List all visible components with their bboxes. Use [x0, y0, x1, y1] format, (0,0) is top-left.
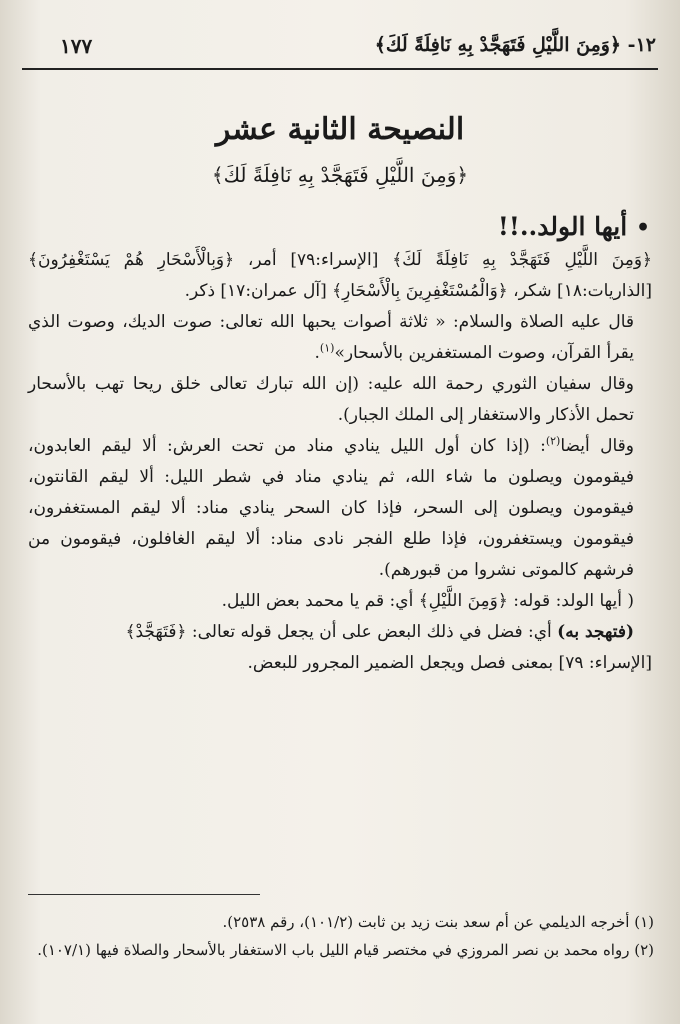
footnote-2: (٢) رواه محمد بن نصر المروزي في مختصر قيام الليل باب الاستغفار بالأسحار والصلاة فيها (١٠٧/١).	[37, 941, 654, 959]
footnote-divider	[28, 894, 260, 895]
paragraph-hadith: قال عليه الصلاة والسلام: « ثلاثة أصوات يحبها الله تعالى: صوت الديك، وصوت الذي يقرأ القرآن، وصوت المستغفرين بالأسحار»$^{(١)}$.	[28, 312, 634, 363]
section-title: النصيحة الثانية عشر	[215, 112, 465, 147]
footnote-ref-1: (١)	[319, 341, 335, 355]
ayda-text: : (إذا كان أول الليل ينادي مناد من تحت العرش: ألا ليقم العابدون، فيقومون ويصلون ما شاء الله، ثم ينادي مناد في شطر الليل: ألا ليقم القانتون، فيقومون ويصلون إلى السحر، فإذا كان السحر ينادي مناد: ألا ليقم المستغفرون، فيقومون ويستغفرون، فإذا طلع الفجر نادى مناد: ألا ليقم الغافلون، فيقومون من فرشهم كالموتى نشروا من قبورهم).	[28, 436, 634, 580]
footnote-ref-2: (٢)	[545, 434, 561, 448]
tahajjud-text: أي: فضل في ذلك البعض على أن يجعل قوله تعالى: ﴿فَتَهَجَّدْ﴾	[125, 622, 558, 642]
address-heading	[22, 210, 650, 245]
bullet-icon: •	[635, 215, 650, 241]
paragraph-verses: ﴿وَمِنَ اللَّيْلِ فَتَهَجَّدْ بِهِ نَافِلَةً لَكَ﴾ [الإسراء:٧٩] أمر، ﴿وَبِالْأَسْحَارِ هُمْ يَسْتَغْفِرُونَ﴾ [الذاريات:١٨] شكر، ﴿وَالْمُسْتَغْفِرِينَ بِالْأَسْحَارِ﴾ [آل عمران:١٧] ذكر.	[28, 250, 652, 301]
paragraph-isra: [الإسراء: ٧٩] بمعنى فصل ويجعل الضمير المجرور للبعض.	[247, 653, 652, 673]
ayda-lead: وقال أيضا	[560, 436, 634, 456]
section-verse: ﴿وَمِنَ اللَّيْلِ فَتَهَجَّدْ بِهِ نَافِلَةً لَكَ﴾	[211, 163, 469, 187]
page-header	[22, 28, 658, 70]
tahajjud-lead: (فتهجد به)	[557, 622, 634, 642]
address-text: أيها الولد..!!	[497, 212, 628, 241]
page-number: ١٧٧	[60, 34, 93, 58]
running-title: ١٢- ﴿وَمِنَ اللَّيْلِ فَتَهَجَّدْ بِهِ نَافِلَةً لَكَ﴾	[374, 34, 656, 56]
paragraph-walad: ( أيها الولد: قوله: ﴿وَمِنَ اللَّيْلِ﴾ أي: قم يا محمد بعض الليل.	[221, 591, 634, 611]
paragraph-tahajjud	[28, 617, 652, 648]
main-text	[28, 245, 652, 679]
paragraph-thawri: وقال سفيان الثوري رحمة الله عليه: (إن الله تبارك تعالى خلق ريحا تهب بالأسحار تحمل الأذكار والاستغفار إلى الملك الجبار).	[28, 374, 634, 425]
hadith-text: قال عليه الصلاة والسلام: « ثلاثة أصوات يحبها الله تعالى: صوت الديك، وصوت الذي يقرأ القرآن، وصوت المستغفرين بالأسحار»	[28, 312, 634, 363]
footnotes	[28, 908, 654, 964]
paragraph-ayda	[28, 431, 652, 586]
footnote-1: (١) أخرجه الديلمي عن أم سعد بنت زيد بن ثابت (١٠١/٢)، رقم ٢٥٣٨).	[222, 913, 654, 931]
